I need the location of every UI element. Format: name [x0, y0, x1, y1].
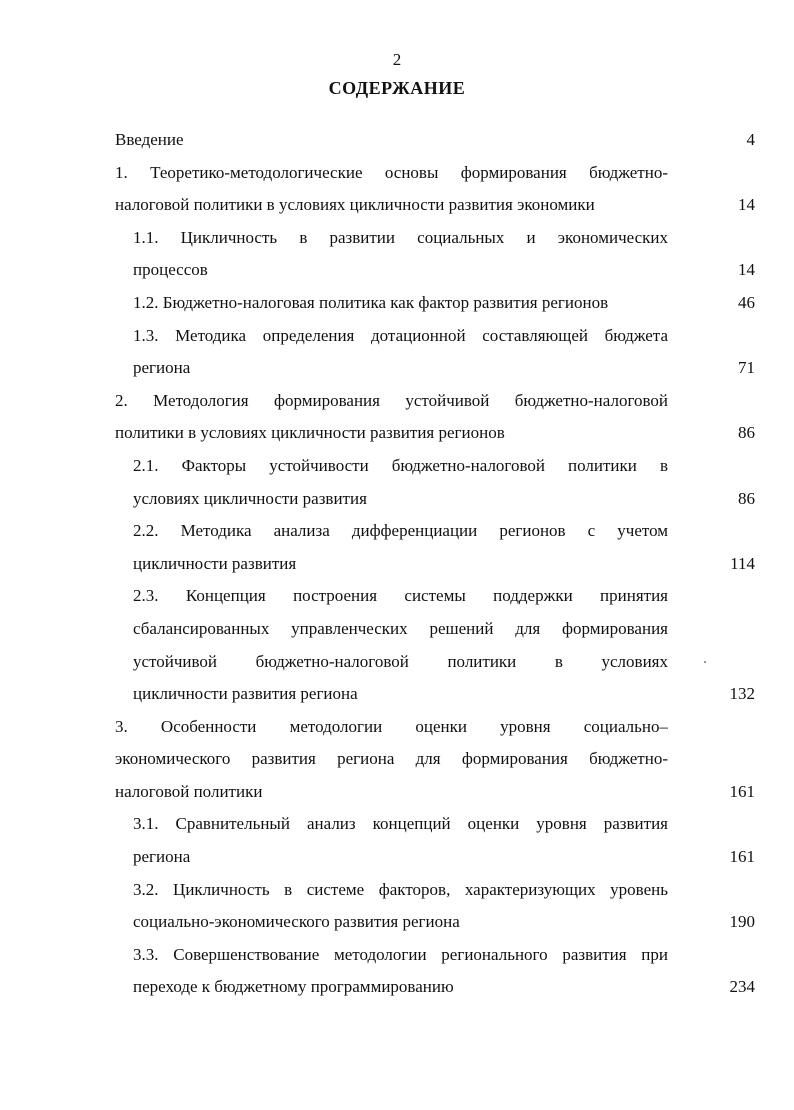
toc-page-number: 234: [729, 977, 755, 997]
toc-entry-text: Введение: [115, 130, 184, 149]
toc-entry-text: 2.2. Методика анализа дифференциации регионов с учетом: [133, 521, 668, 541]
toc-page-number: 86: [738, 423, 755, 443]
toc-entry-text: 3.2. Цикличность в системе факторов, характеризующих уровень: [133, 879, 668, 899]
toc-page-number: 132: [729, 684, 755, 704]
toc-entry-3-3: [115, 939, 755, 1004]
toc-entry-chapter-2: [115, 385, 755, 450]
toc-entry-text: социально-экономического развития региона: [133, 912, 460, 932]
toc-entry-text: политики в условиях цикличности развития регионов: [115, 423, 505, 443]
toc-entry-text: 2.1. Факторы устойчивости бюджетно-налоговой политики в: [133, 455, 668, 475]
toc-entry-text: сбалансированных управленческих решений для формирования: [133, 618, 668, 638]
toc-entry-3-2: [115, 874, 755, 939]
toc-page-number: 190: [729, 912, 755, 932]
toc-entry-2-2: [115, 515, 755, 580]
toc-page-number: 14: [738, 260, 755, 280]
toc-page-number: 86: [738, 488, 755, 508]
toc-page-number: 71: [738, 358, 755, 378]
page-number: 2: [392, 50, 402, 69]
toc-entry-text: 2. Методология формирования устойчивой бюджетно-налоговой: [115, 390, 668, 410]
toc-page-number: 161: [729, 847, 755, 867]
toc-page-number: 4: [746, 130, 755, 149]
toc-entry-text: 1. Теоретико-методологические основы формирования бюджетно-: [115, 162, 668, 182]
toc-entry-text: налоговой политики в условиях цикличности развития экономики: [115, 195, 595, 215]
toc-entry-1-3: [115, 320, 755, 385]
toc-entry-text: 1.2. Бюджетно-налоговая политика как фактор развития регионов: [133, 292, 609, 312]
page-title: СОДЕРЖАНИЕ: [328, 78, 466, 98]
toc-entry-text: 3.3. Совершенствование методологии регионального развития при: [133, 944, 668, 964]
toc-page-number: 161: [729, 781, 755, 801]
toc-entry-text: региона: [133, 358, 191, 378]
toc-entry-text: 1.3. Методика определения дотационной составляющей бюджета: [133, 325, 668, 345]
toc-page-number: 114: [730, 553, 755, 573]
toc-entry-text: региона: [133, 847, 191, 867]
toc-entry-text: устойчивой бюджетно-налоговой политики в условиях: [133, 651, 668, 671]
toc-entry-1-2: [115, 287, 755, 320]
toc-entry-text: 1.1. Цикличность в развитии социальных и экономических: [133, 227, 668, 247]
toc-entry-text: цикличности развития: [133, 553, 297, 573]
toc-entry-text: экономического развития региона для формирования бюджетно-: [115, 749, 668, 769]
toc-entry-text: 3. Особенности методологии оценки уровня социально–: [115, 716, 668, 736]
toc-entry-text: 3.1. Сравнительный анализ концепций оценки уровня развития: [133, 814, 668, 834]
toc-entry-text: налоговой политики: [115, 781, 263, 801]
table-of-contents: [115, 124, 755, 1004]
toc-entry-text: переходе к бюджетному программированию: [133, 977, 454, 997]
toc-entry-text: 2.3. Концепция построения системы поддержки принятия: [133, 586, 668, 606]
scan-speck: [704, 661, 706, 663]
toc-entry-2-1: [115, 450, 755, 515]
toc-page-number: 46: [738, 292, 755, 312]
toc-entry-introduction: [115, 124, 755, 157]
toc-entry-text: цикличности развития региона: [133, 684, 358, 704]
toc-entry-2-3: [115, 580, 755, 710]
toc-page-number: 14: [738, 195, 755, 215]
toc-entry-chapter-1: [115, 157, 755, 222]
toc-entry-text: условиях цикличности развития: [133, 488, 367, 508]
toc-entry-1-1: [115, 222, 755, 287]
toc-entry-3-1: [115, 808, 755, 873]
toc-entry-text: процессов: [133, 260, 208, 280]
toc-entry-chapter-3: [115, 711, 755, 809]
